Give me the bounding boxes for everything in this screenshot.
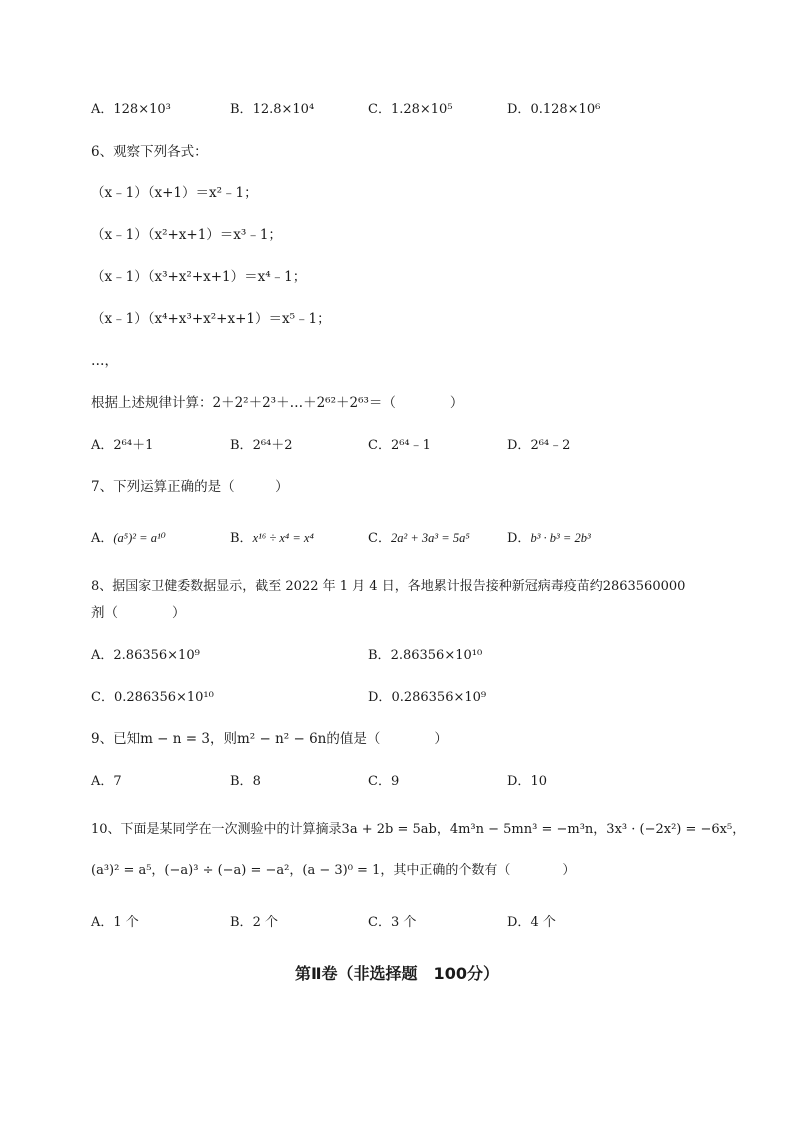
q5-option-a: A．128×10³ — [91, 102, 171, 117]
q10-option-d: D．4 个 — [507, 915, 556, 930]
q6-option-c: C．2⁶⁴﹣1 — [368, 438, 431, 453]
q10-option-c: C．3 个 — [368, 915, 417, 930]
q5-option-b: B．12.8×10⁴ — [230, 102, 315, 117]
q7-stem: 7、下列运算正确的是（ ） — [91, 479, 289, 495]
q7-option-d: D．b³ · b³ = 2b³ — [507, 531, 591, 546]
q10-option-a: A．1 个 — [91, 915, 139, 930]
q8-stem-line-1: 8、据国家卫健委数据显示，截至 2022 年 1 月 4 日，各地累计报告接种新冠病毒疫苗约2863560000 — [91, 579, 686, 594]
q6-equation-3: （x﹣1）（x³+x²+x+1）＝x⁴﹣1； — [91, 269, 307, 285]
q6-ellipsis: …， — [91, 353, 118, 369]
q6-equation-1: （x﹣1）（x+1）＝x²﹣1； — [91, 185, 258, 201]
q5-option-d: D．0.128×10⁶ — [507, 102, 601, 117]
q6-equation-4: （x﹣1）（x⁴+x³+x²+x+1）＝x⁵﹣1； — [91, 311, 331, 327]
q9-option-d: D．10 — [507, 774, 547, 789]
q9-option-a: A．7 — [91, 774, 122, 789]
q6-option-d: D．2⁶⁴﹣2 — [507, 438, 571, 453]
q9-option-b: B．8 — [230, 774, 261, 789]
q7-option-c: C．2a² + 3a³ = 5a⁵ — [368, 531, 470, 546]
q8-option-c: C．0.286356×10¹⁰ — [91, 690, 214, 705]
q7-option-a: A．(a⁵)² = a¹⁰ — [91, 531, 166, 546]
q8-option-d: D．0.286356×10⁹ — [368, 690, 487, 705]
q9-stem: 9、已知m − n = 3，则m² − n² − 6n的值是（ ） — [91, 731, 448, 747]
q9-option-c: C．9 — [368, 774, 400, 789]
q5-option-c: C．1.28×10⁵ — [368, 102, 453, 117]
q6-equation-2: （x﹣1）（x²+x+1）＝x³﹣1； — [91, 227, 282, 243]
section-heading: 第Ⅱ卷（非选择题 100分） — [295, 964, 499, 983]
q6-stem: 6、观察下列各式： — [91, 144, 208, 160]
q10-stem-line-2: (a³)² = a⁵，(−a)³ ÷ (−a) = −a²，(a − 3)⁰ = 1，其中正确的个数有（ ） — [91, 863, 576, 878]
q6-option-b: B．2⁶⁴＋2 — [230, 438, 293, 453]
q7-option-b: B．x¹⁶ ÷ x⁴ = x⁴ — [230, 531, 314, 546]
q8-option-a: A．2.86356×10⁹ — [91, 648, 200, 663]
q10-stem-line-1: 10、下面是某同学在一次测验中的计算摘录3a + 2b = 5ab，4m³n − 5mn³ = −m³n，3x³ · (−2x²) = −6x⁵， — [91, 822, 746, 837]
q6-question: 根据上述规律计算：2＋2²＋2³＋…＋2⁶²＋2⁶³＝（ ） — [91, 395, 464, 411]
q6-option-a: A．2⁶⁴＋1 — [91, 438, 154, 453]
q8-stem-line-2: 剂（ ） — [91, 605, 186, 621]
q10-option-b: B．2 个 — [230, 915, 278, 930]
q8-option-b: B．2.86356×10¹⁰ — [368, 648, 483, 663]
